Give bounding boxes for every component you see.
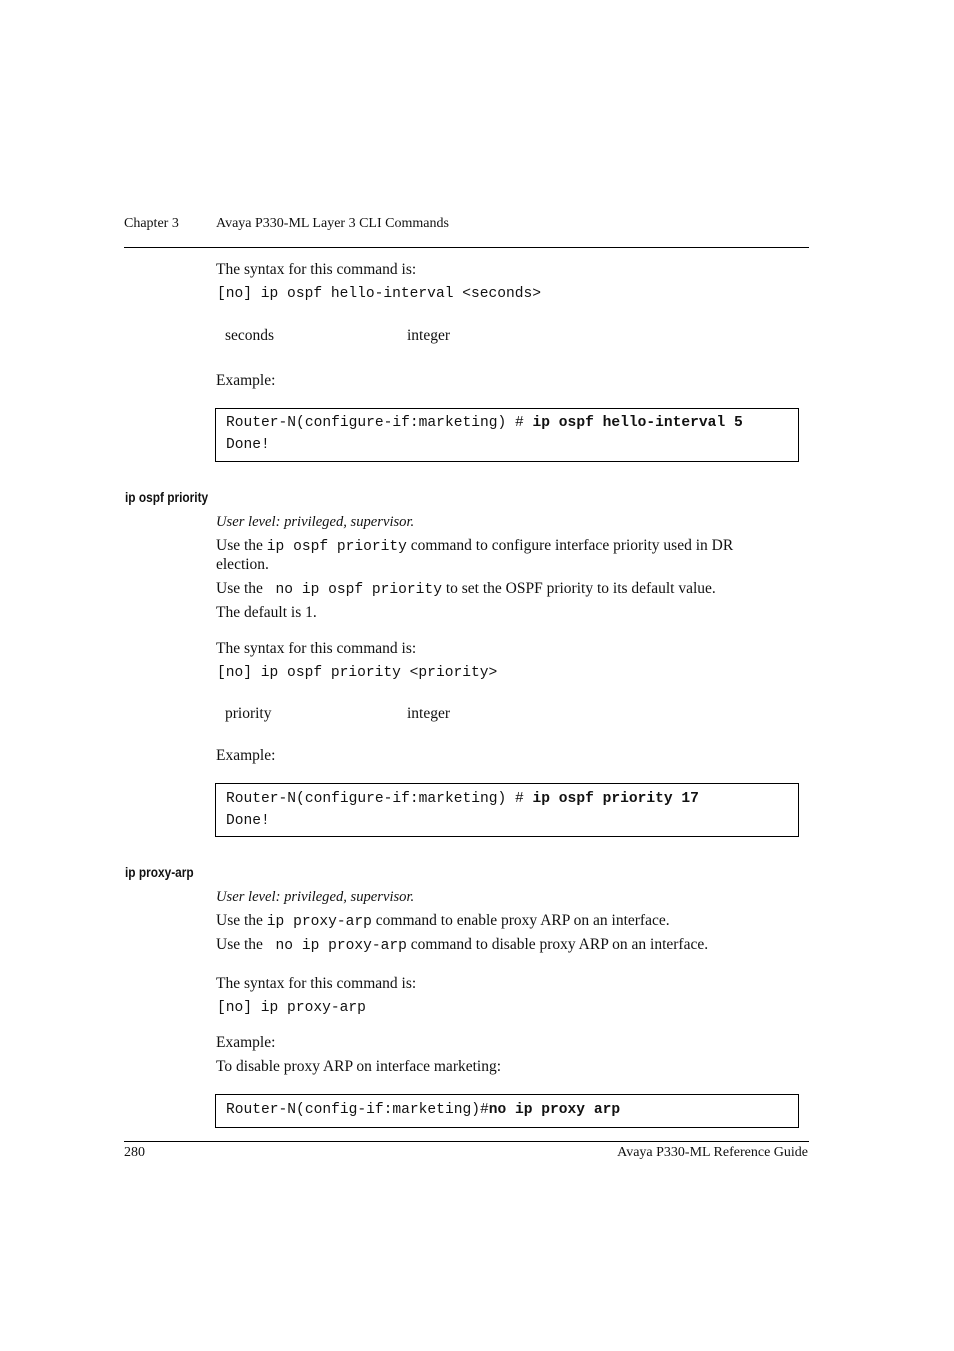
example-prompt-3: Router-N(config-if:marketing)# [226, 1102, 489, 1118]
param-type-1: integer [407, 327, 451, 344]
user-level-2: User level: privileged, supervisor. [216, 514, 415, 530]
example-prompt-2: Router-N(configure-if:marketing) # [226, 791, 533, 807]
example-command-2: ip ospf priority 17 [532, 791, 699, 807]
example-done-2: Done! [226, 813, 270, 829]
param-name-1: seconds [225, 327, 275, 344]
use-line-2b: Use the no ip ospf priority to set the OSPF priority to its default value. [216, 580, 716, 598]
example-box-1 [215, 408, 799, 462]
use-line-2a: Use the ip ospf priority command to configure interface priority used in DR [216, 537, 734, 555]
header-title: Avaya P330-ML Layer 3 CLI Commands [216, 216, 449, 231]
param-name-2: priority [225, 705, 272, 722]
inline-code: no ip proxy-arp [266, 938, 407, 954]
example-box-2 [215, 783, 799, 837]
syntax-1: [no] ip ospf hello-interval <seconds> [217, 286, 542, 302]
syntax-intro-1: The syntax for this command is: [216, 261, 417, 278]
syntax-2: [no] ip ospf priority <priority> [217, 665, 498, 681]
user-level-3: User level: privileged, supervisor. [216, 889, 415, 905]
header-chapter: Chapter 3 [124, 216, 179, 231]
page-number: 280 [124, 1145, 145, 1160]
example-line-3 [226, 1102, 620, 1118]
use-line-2a-cont: election. [216, 556, 269, 573]
example-command-3: no ip proxy arp [488, 1102, 621, 1118]
section-heading-ip-ospf-priority: ip ospf priority [125, 490, 209, 505]
inline-code: ip ospf priority [266, 539, 407, 555]
example-command-1: ip ospf hello-interval 5 [532, 415, 743, 431]
syntax-3: [no] ip proxy-arp [217, 1000, 366, 1016]
example-line-2 [226, 791, 699, 807]
example-done-1: Done! [226, 437, 270, 453]
footer-guide-title: Avaya P330-ML Reference Guide [617, 1145, 808, 1160]
use-line-3a: Use the ip proxy-arp command to enable proxy ARP on an interface. [216, 912, 670, 930]
section-heading-ip-proxy-arp: ip proxy-arp [125, 865, 194, 880]
param-type-2: integer [407, 705, 451, 722]
example-label-2: Example: [216, 747, 276, 764]
example-line-1 [226, 415, 743, 431]
header-rule [124, 247, 809, 248]
example-label-1: Example: [216, 372, 276, 389]
default-value-2: The default is 1. [216, 604, 317, 621]
footer-rule [124, 1141, 809, 1142]
use-line-3b: Use the no ip proxy-arp command to disable proxy ARP on an interface. [216, 936, 709, 954]
syntax-intro-3: The syntax for this command is: [216, 975, 417, 992]
inline-code: ip proxy-arp [266, 914, 372, 930]
inline-code: no ip ospf priority [266, 582, 442, 598]
example-box-3 [215, 1094, 799, 1128]
example-prompt-1: Router-N(configure-if:marketing) # [226, 415, 533, 431]
syntax-intro-2: The syntax for this command is: [216, 640, 417, 657]
example-label-3: Example: [216, 1034, 276, 1051]
example-description-3: To disable proxy ARP on interface marketing: [216, 1058, 502, 1075]
